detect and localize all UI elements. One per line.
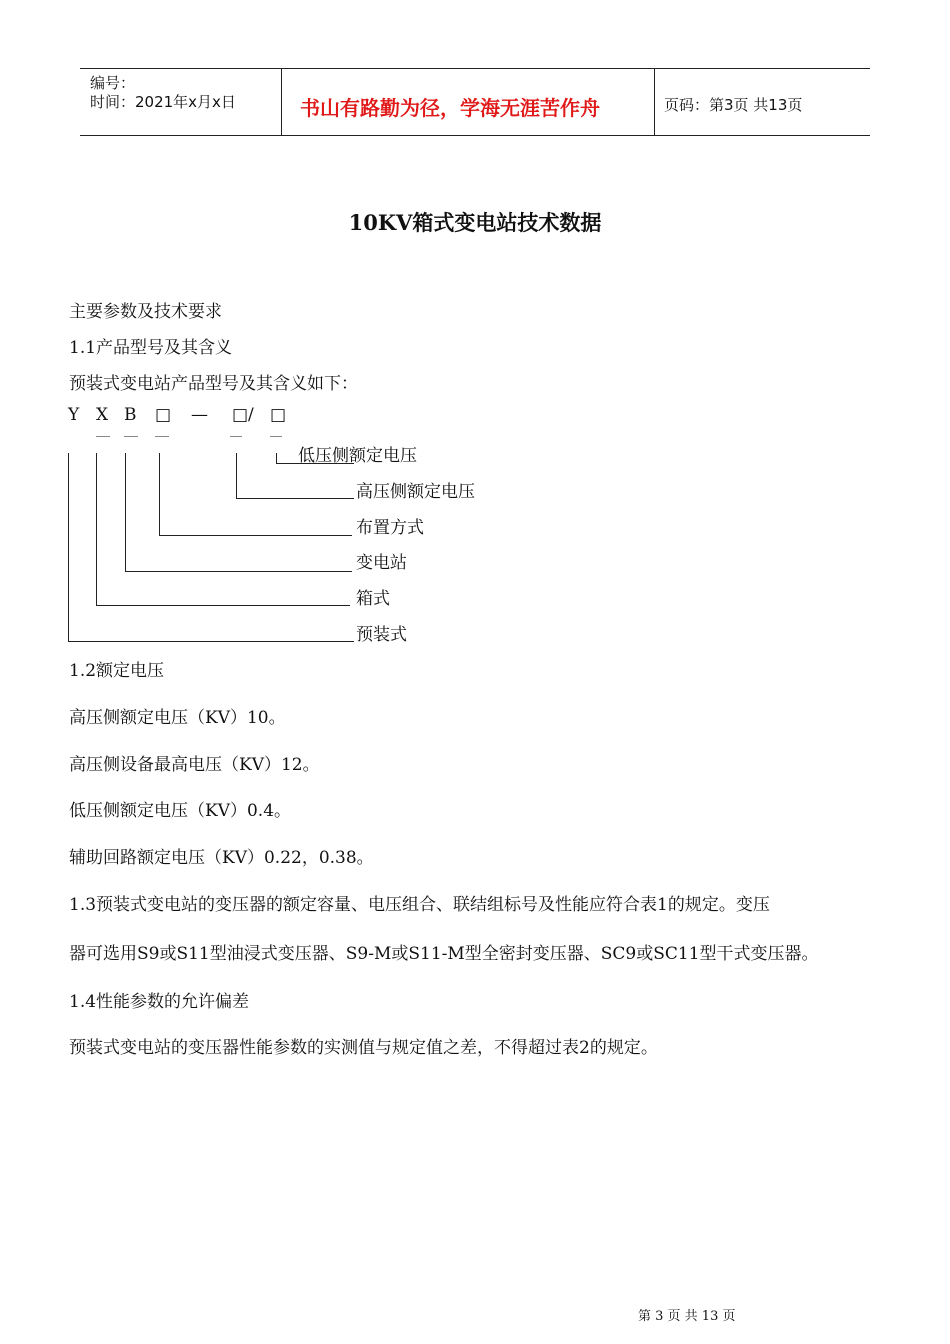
lv-rated-voltage: 低压侧额定电压（KV）0.4。 — [69, 801, 292, 821]
section-1-4-heading: 1.4性能参数的允许偏差 — [69, 992, 250, 1012]
aux-rated-voltage: 辅助回路额定电压（KV）0.22，0.38。 — [69, 848, 374, 868]
header-bottom-rule — [80, 135, 870, 136]
bracket-prefab-vertical — [68, 453, 69, 642]
header-motto: 书山有路勤为径，学海无涯苦作舟 — [300, 96, 600, 120]
section-1-2-heading: 1.2额定电压 — [69, 661, 165, 681]
bracket-hv-vertical — [236, 453, 237, 499]
model-code-b: B — [124, 405, 137, 425]
model-code-box-layout: □ — [155, 405, 172, 425]
bracket-layout-vertical — [159, 453, 160, 536]
bracket-boxtype-vertical — [96, 453, 97, 606]
hv-max-voltage: 高压侧设备最高电压（KV）12。 — [69, 755, 320, 775]
model-label-lv-voltage: 低压侧额定电压 — [298, 446, 417, 466]
code-underline-box3 — [270, 436, 282, 437]
header-divider-right — [654, 68, 655, 136]
header-top-rule — [80, 68, 870, 69]
bracket-substation-horizontal — [125, 571, 352, 572]
bracket-boxtype-horizontal — [96, 605, 350, 606]
model-label-hv-voltage: 高压侧额定电压 — [356, 482, 475, 502]
model-code-x: X — [96, 405, 109, 425]
bracket-prefab-horizontal — [68, 641, 354, 642]
header-number-label: 编号： — [90, 74, 136, 92]
page-title: 10KV箱式变电站技术数据 — [348, 210, 602, 235]
model-intro-text: 预装式变电站产品型号及其含义如下： — [69, 374, 358, 394]
code-underline-x — [96, 436, 110, 437]
model-code-y: Y — [68, 405, 80, 425]
model-code-box-lv: □ — [270, 405, 287, 425]
page-footer: 第 3 页 共 13 页 — [638, 1309, 736, 1324]
code-underline-box2 — [230, 436, 242, 437]
header-page-code: 页码：第3页 共13页 — [664, 96, 803, 114]
section-1-3-line-2: 器可选用S9或S11型油浸式变压器、S9-M或S11-M型全密封变压器、SC9或SC11型干式变压器。 — [69, 944, 819, 964]
bracket-layout-horizontal — [159, 535, 352, 536]
model-label-substation: 变电站 — [356, 553, 407, 573]
code-underline-box1 — [155, 436, 169, 437]
code-underline-b — [124, 436, 138, 437]
bracket-substation-vertical — [125, 453, 126, 572]
model-label-layout: 布置方式 — [356, 518, 424, 538]
bracket-hv-horizontal — [236, 498, 354, 499]
section-1-3-line-1: 1.3预装式变电站的变压器的额定容量、电压组合、联结组标号及性能应符合表1的规定。变压 — [69, 895, 770, 915]
model-code-dash: — — [191, 405, 208, 425]
header-divider-left — [281, 68, 282, 136]
section-1-1-heading: 1.1产品型号及其含义 — [69, 338, 233, 358]
section-1-4-text: 预装式变电站的变压器性能参数的实测值与规定值之差，不得超过表2的规定。 — [69, 1038, 658, 1058]
hv-rated-voltage: 高压侧额定电压（KV）10。 — [69, 708, 286, 728]
heading-main-params: 主要参数及技术要求 — [69, 302, 222, 322]
model-label-box-type: 箱式 — [356, 589, 390, 609]
header-time-label: 时间：2021年x月x日 — [90, 93, 236, 111]
model-label-prefab: 预装式 — [356, 625, 407, 645]
model-code-box-hv: □/ — [232, 405, 254, 425]
